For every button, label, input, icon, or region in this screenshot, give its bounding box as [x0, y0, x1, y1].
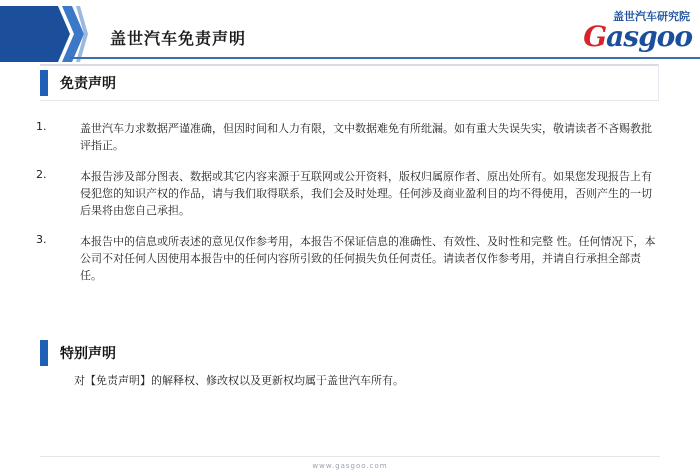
- footer-url: www.gasgoo.com: [312, 462, 388, 470]
- section-accent-bar: [40, 70, 48, 96]
- section-disclaimer-heading: [40, 64, 659, 101]
- list-item: [36, 120, 676, 154]
- list-item-number: 3.: [36, 233, 47, 246]
- list-item-number: 2.: [36, 168, 47, 181]
- header-divider: [70, 57, 700, 59]
- special-statement-text: 对【免责声明】的解释权、修改权以及更新权均属于盖世汽车所有。: [74, 374, 404, 387]
- logo-en-text: [583, 20, 692, 53]
- section-special-heading: [40, 336, 658, 370]
- list-item-text: 本报告涉及部分图表、数据或其它内容来源于互联网或公开资料，版权归属原作者、原出处所有。如果您发现报告上有侵犯您的知识产权的作品，请与我们取得联系，我们会及时处理。任何涉及商业盈利目的均不得使用，否则产生的一切后果将由您自己承担。: [80, 170, 652, 217]
- logo-cn-text: 盖世汽车研究院: [613, 10, 690, 23]
- section-accent-bar: [40, 340, 48, 366]
- gasgoo-logo: [560, 6, 696, 54]
- header: [0, 0, 700, 68]
- list-item-text: 本报告中的信息或所表述的意见仅作参考用，本报告不保证信息的准确性、有效性、及时性和完整 性。任何情况下，本公司不对任何人因使用本报告中的任何内容所引致的任何损失负任何责任。请读者仅作参考用，并请自行承担全部责任。: [80, 235, 656, 282]
- list-item-text: 盖世汽车力求数据严谨准确，但因时间和人力有限，文中数据难免有所纰漏。如有重大失误失实，敬请读者不吝赐教批评指正。: [80, 122, 652, 152]
- section-title: 特别声明: [60, 346, 116, 362]
- logo-letters-rest: asgoo: [606, 20, 692, 53]
- list-item-number: 1.: [36, 120, 47, 133]
- footer-divider: [40, 456, 660, 457]
- section-title: 免责声明: [60, 76, 116, 92]
- logo-letter-g: G: [583, 20, 607, 53]
- list-item: [36, 233, 676, 284]
- list-item: [36, 168, 676, 219]
- page-title: 盖世汽车免责声明: [110, 29, 247, 48]
- chevron-decoration-icon: [0, 6, 88, 62]
- disclaimer-list: [36, 120, 676, 298]
